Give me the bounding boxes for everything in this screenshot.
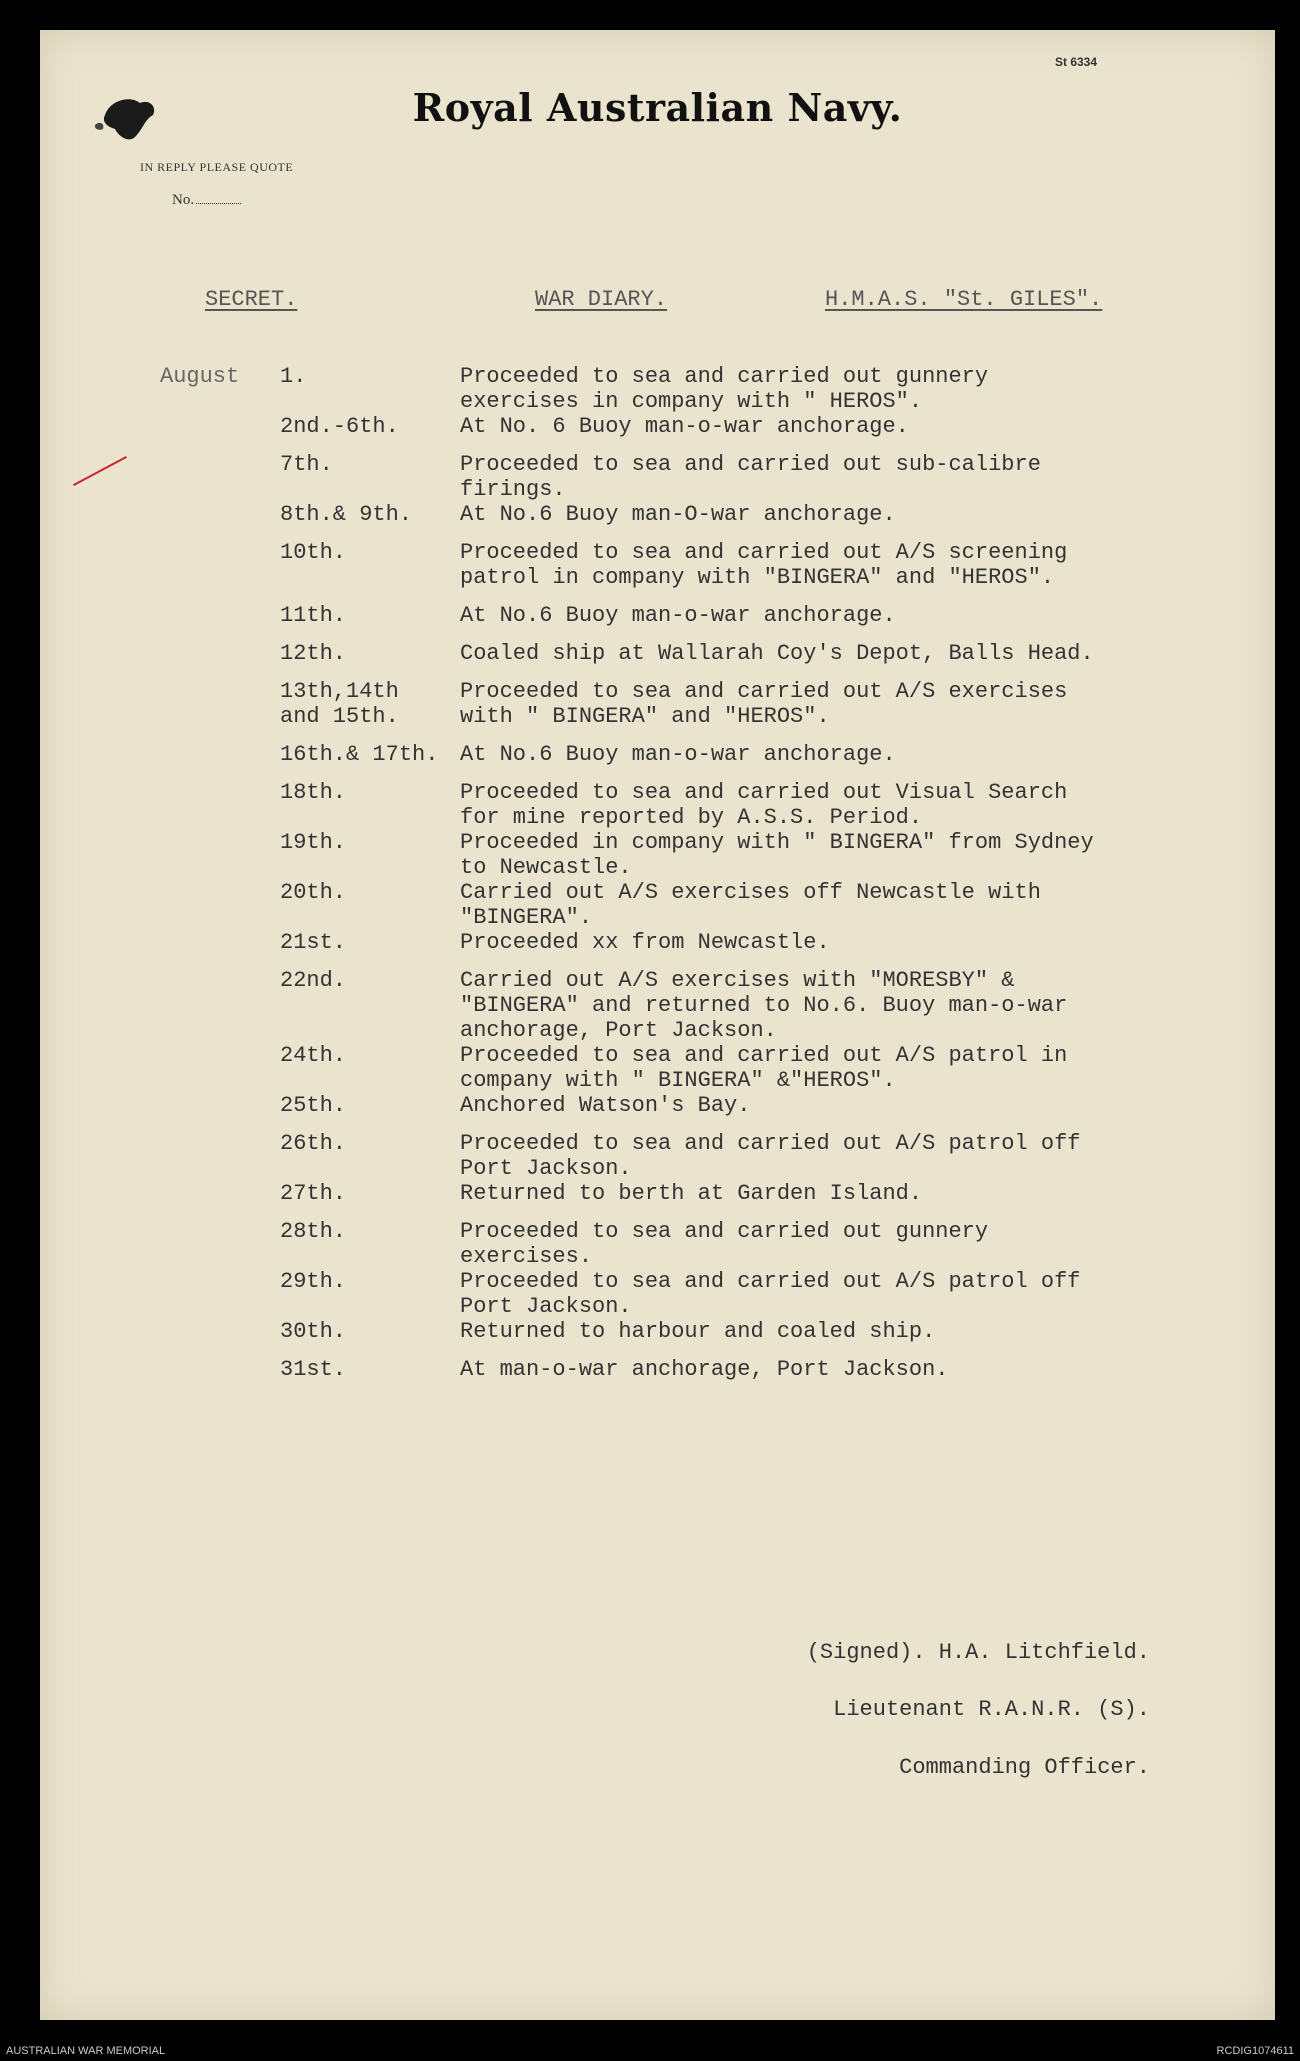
entry-text: Coaled ship at Wallarah Coy's Depot, Balls Head. — [460, 641, 1094, 666]
entry-date: 20th. — [280, 880, 347, 905]
entry-text: Returned to berth at Garden Island. — [460, 1181, 923, 1206]
entry-text: Anchored Watson's Bay. — [460, 1093, 751, 1118]
entry-text: At No.6 Buoy man-o-war anchorage. — [460, 742, 896, 767]
entry-date: 30th. — [280, 1319, 347, 1344]
entry-text: Carried out A/S exercises with "MORESBY" & "BINGERA" and returned to No.6. Buoy man-o-war anchorage, Port Jackson. — [460, 968, 1068, 1043]
month-label: August — [160, 364, 240, 389]
diary-entry — [280, 364, 1230, 414]
entry-date: 13th,14th and 15th. — [280, 679, 399, 729]
diary-entry — [280, 1043, 1230, 1093]
reference-blank-line — [196, 203, 241, 204]
diary-entry — [280, 1131, 1230, 1181]
entry-date: 26th. — [280, 1131, 347, 1156]
entry-text: Proceeded to sea and carried out sub-calibre firings. — [460, 452, 1041, 502]
entry-text: At No.6 Buoy man-O-war anchorage. — [460, 502, 896, 527]
reply-label: IN REPLY PLEASE QUOTE — [140, 160, 294, 174]
diary-entry — [280, 742, 1230, 767]
signature-name: (Signed). H.A. Litchfield. — [806, 1640, 1150, 1665]
diary-entry — [280, 780, 1230, 830]
classification-heading: SECRET. — [205, 287, 298, 312]
diary-entry — [280, 1093, 1230, 1118]
reference-number-field — [172, 192, 241, 209]
entry-text: Proceeded to sea and carried out gunnery exercises. — [460, 1219, 989, 1269]
entry-date: 1. — [280, 364, 307, 389]
red-pencil-mark — [73, 456, 127, 486]
entry-date: 22nd. — [280, 968, 347, 993]
diary-entry — [280, 540, 1230, 590]
diary-entry — [280, 452, 1230, 502]
signature-rank: Lieutenant R.A.N.R. (S). — [833, 1697, 1150, 1722]
letterhead-title: Royal Australian Navy. — [412, 85, 903, 130]
diary-entry — [280, 930, 1230, 955]
entry-date: 31st. — [280, 1357, 347, 1382]
entry-text: At man-o-war anchorage, Port Jackson. — [460, 1357, 949, 1382]
entry-date: 21st. — [280, 930, 347, 955]
entry-text: Proceeded in company with " BINGERA" from Sydney to Newcastle. — [460, 830, 1094, 880]
entry-date: 29th. — [280, 1269, 347, 1294]
signature-role: Commanding Officer. — [899, 1755, 1150, 1780]
diary-title-heading: WAR DIARY. — [535, 287, 668, 312]
entry-date: 27th. — [280, 1181, 347, 1206]
entry-date: 7th. — [280, 452, 333, 477]
diary-entry — [280, 880, 1230, 930]
ship-name-heading: H.M.A.S. "St. GILES". — [825, 287, 1103, 312]
entry-date: 11th. — [280, 603, 347, 628]
entry-text: At No.6 Buoy man-o-war anchorage. — [460, 603, 896, 628]
archive-id: RCDIG1074611 — [1216, 2045, 1294, 2057]
no-label: No. — [172, 192, 195, 208]
entry-text: Proceeded to sea and carried out A/S screening patrol in company with "BINGERA" and "HEROS". — [460, 540, 1068, 590]
entry-text: Proceeded to sea and carried out A/S patrol in company with " BINGERA" &"HEROS". — [460, 1043, 1068, 1093]
diary-entry — [280, 679, 1230, 729]
entry-text: Carried out A/S exercises off Newcastle with "BINGERA". — [460, 880, 1041, 930]
entry-date: 10th. — [280, 540, 347, 565]
diary-entries — [280, 364, 1230, 1382]
diary-entry — [280, 1269, 1230, 1319]
entry-date: 12th. — [280, 641, 347, 666]
diary-entry — [280, 1181, 1230, 1206]
entry-date: 16th.& 17th. — [280, 742, 439, 767]
entry-date: 24th. — [280, 1043, 347, 1068]
entry-date: 18th. — [280, 780, 347, 805]
archive-credit: AUSTRALIAN WAR MEMORIAL — [6, 2045, 166, 2057]
stock-number: St 6334 — [1055, 55, 1098, 69]
diary-entry — [280, 502, 1230, 527]
entry-date: 8th.& 9th. — [280, 502, 413, 527]
entry-text: Proceeded to sea and carried out gunnery exercises in company with " HEROS". — [460, 364, 989, 414]
diary-entry — [280, 1357, 1230, 1382]
diary-entry — [280, 641, 1230, 666]
diary-entry — [280, 1319, 1230, 1344]
entry-date: 19th. — [280, 830, 347, 855]
entry-text: Proceeded to sea and carried out Visual Search for mine reported by A.S.S. Period. — [460, 780, 1068, 830]
diary-entry — [280, 1219, 1230, 1269]
entry-text: Proceeded to sea and carried out A/S exercises with " BINGERA" and "HEROS". — [460, 679, 1068, 729]
diary-entry — [280, 603, 1230, 628]
diary-entry — [280, 968, 1230, 1043]
document-page — [40, 30, 1275, 2020]
entry-text: Proceeded to sea and carried out A/S patrol off Port Jackson. — [460, 1131, 1081, 1181]
entry-date: 28th. — [280, 1219, 347, 1244]
entry-date: 2nd.-6th. — [280, 414, 399, 439]
entry-text: At No. 6 Buoy man-o-war anchorage. — [460, 414, 909, 439]
entry-text: Proceeded xx from Newcastle. — [460, 930, 830, 955]
diary-entry — [280, 830, 1230, 880]
entry-text: Proceeded to sea and carried out A/S patrol off Port Jackson. — [460, 1269, 1081, 1319]
entry-text: Returned to harbour and coaled ship. — [460, 1319, 936, 1344]
diary-entry — [280, 414, 1230, 439]
entry-date: 25th. — [280, 1093, 347, 1118]
